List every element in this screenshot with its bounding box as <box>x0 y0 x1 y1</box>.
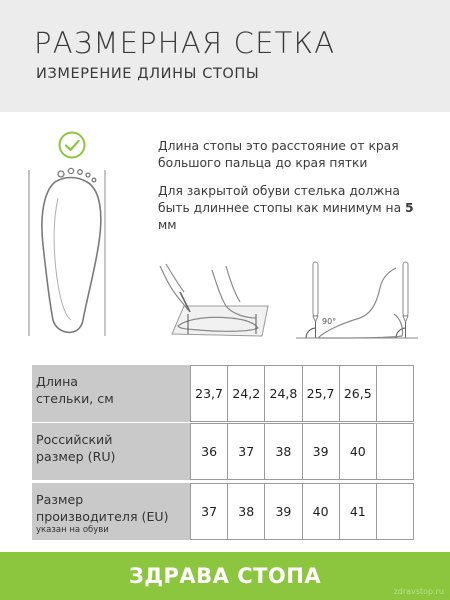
table-cell: 24,2 <box>227 366 264 421</box>
row-label-line1: Российский <box>36 432 113 447</box>
row-label <box>32 423 190 480</box>
row-label <box>32 483 190 540</box>
table-cell: 41 <box>339 484 376 539</box>
row-values <box>190 483 414 540</box>
insole-requirement <box>158 183 428 234</box>
header-banner <box>0 0 450 112</box>
insole-requirement-unit: мм <box>158 218 177 232</box>
table-cell <box>376 484 413 539</box>
table-cell: 24,8 <box>264 366 301 421</box>
table-row-insole-length <box>32 365 414 422</box>
angle-label: 90° <box>322 317 337 326</box>
table-cell: 37 <box>227 424 264 479</box>
row-label-line1: Размер <box>36 492 84 507</box>
table-cell: 38 <box>264 424 301 479</box>
table-cell: 26,5 <box>339 366 376 421</box>
table-cell: 36 <box>190 424 227 479</box>
table-cell: 39 <box>264 484 301 539</box>
table-cell: 23,7 <box>190 366 227 421</box>
row-values <box>190 365 414 422</box>
table-cell: 40 <box>339 424 376 479</box>
footprint-illustration <box>25 160 125 340</box>
row-label-line2: стельки, см <box>36 391 114 406</box>
table-cell: 38 <box>227 484 264 539</box>
row-label <box>32 365 190 422</box>
row-label-line2: производителя (EU) <box>36 509 169 524</box>
insole-requirement-text: Для закрытой обуви стелька должна быть длиннее стопы как минимум на <box>158 184 406 215</box>
foot-tracing-illustration <box>150 262 275 344</box>
watermark: zdravstop.ru <box>393 587 444 596</box>
table-cell: 25,7 <box>302 366 339 421</box>
insole-requirement-number: 5 <box>405 201 414 215</box>
table-row-russian-size <box>32 423 414 480</box>
check-circle-icon <box>57 130 87 160</box>
footer-banner <box>0 552 450 600</box>
row-label-line1: Длина <box>36 374 79 389</box>
table-cell <box>376 366 413 421</box>
page-title: РАЗМЕРНАЯ СЕТКА <box>34 26 336 60</box>
row-values <box>190 423 414 480</box>
table-cell: 39 <box>302 424 339 479</box>
foot-angle-measurement-illustration <box>296 258 418 348</box>
row-label-line2: размер (RU) <box>36 449 116 464</box>
table-cell: 40 <box>302 484 339 539</box>
page-subtitle: ИЗМЕРЕНИЕ ДЛИНЫ СТОПЫ <box>36 66 260 82</box>
table-cell <box>376 424 413 479</box>
brand-name: ЗДРАВА СТОПА <box>128 564 322 588</box>
foot-length-definition: Длина стопы это расстояние от края большого пальца до края пятки <box>158 139 399 170</box>
table-cell: 37 <box>190 484 227 539</box>
table-row-manufacturer-size <box>32 483 414 540</box>
row-label-note: указан на обуви <box>36 525 109 535</box>
